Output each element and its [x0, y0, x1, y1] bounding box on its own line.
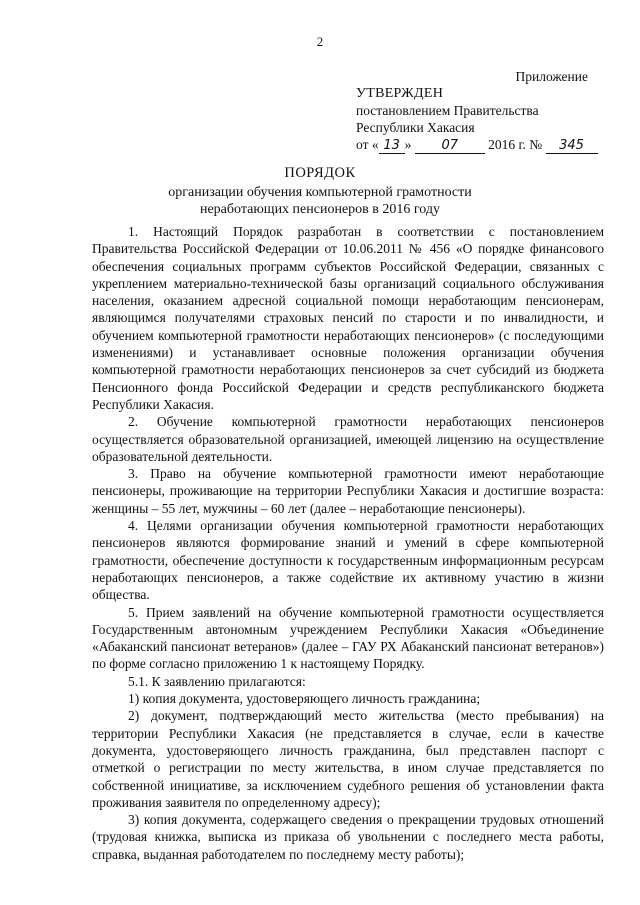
approved-heading: УТВЕРЖДЕН [356, 86, 444, 101]
appendix-label: Приложение [515, 69, 588, 84]
document-body [92, 223, 604, 863]
approval-date-line [356, 136, 606, 154]
handwritten-month: 07 [415, 139, 485, 154]
document-title-block [0, 165, 640, 218]
page-number: 2 [316, 34, 324, 49]
date-prefix: от « [356, 137, 379, 152]
paragraph: 3. Право на обучение компьютерной грамотности имеют неработающие пенсионеры, проживающие на территории Республики Хакасия и достигшие возраста: женщины – 55 лет, мужчины – 60 лет (далее – неработающие пенсионеры). [92, 466, 604, 516]
document-subtitle-line-2: неработающих пенсионеров в 2016 году [199, 202, 441, 217]
paragraph: 5.1. К заявлению прилагаются: [128, 673, 306, 689]
paragraph: 5. Прием заявлений на обучение компьютерной грамотности осуществляется Государственным автономным учреждением Республики Хакасия «Объединение «Абаканский пансионат ветеранов» (далее – ГАУ РХ Абаканский пансионат ветеранов») по форме согласно приложению 1 к настоящему Порядку. [92, 604, 604, 672]
paragraph: 1) копия документа, удостоверяющего личность гражданина; [128, 691, 481, 707]
date-mid: » [404, 137, 412, 152]
document-subtitle-line-1: организации обучения компьютерной грамотности [168, 185, 472, 200]
paragraph: 1. Настоящий Порядок разработан в соответствии с постановлением Правительства Российской Федерации от 10.06.2011 № 456 «О порядке финансового обеспечения социальных программ субъектов Российской Федерации, связанных с укреплением материально-технической базы организаций социального обслуживания населения, оказанием адресной социальной помощи неработающим пенсионерам, являющимся получателями страховых пенсий по старости и по инвалидности, и обучением компьютерной грамотности неработающих пенсионеров» (с последующими изменениями) и устанавливает основные положения организации обучения компьютерной грамотности неработающих пенсионеров за счет субсидий из бюджета Пенсионного фонда Российской Федерации и средств республиканского бюджета Республики Хакасия. [92, 224, 604, 412]
paragraph: 4. Целями организации обучения компьютерной грамотности неработающих пенсионеров являются формирование знаний и умений в сфере компьютерной грамотности, обеспечение доступности к государственным информационным ресурсам неработающих пенсионеров, а также содействие их активному участию в жизни общества. [92, 518, 604, 603]
paragraph: 3) копия документа, содержащего сведения о прекращении трудовых отношений (трудовая книжка, выписка из приказа об увольнении с последнего места работы, справка, выданная работодателем по последнему месту работы); [92, 812, 604, 862]
date-year: 2016 г. № [488, 137, 543, 152]
document-title: ПОРЯДОК [284, 165, 356, 181]
approval-line-1: постановлением Правительства [356, 103, 539, 118]
paragraph: 2. Обучение компьютерной грамотности неработающих пенсионеров осуществляется образовательной организацией, имеющей лицензию на осуществление образовательной деятельности. [92, 414, 604, 464]
handwritten-number: 345 [546, 139, 598, 154]
approval-line-2: Республики Хакасия [356, 120, 475, 135]
handwritten-day: 13 [379, 139, 405, 154]
paragraph: 2) документ, подтверждающий место жительства (место пребывания) на территории Республики Хакасия (не представляется в случае, если в качестве документа, удостоверяющего личность гражданина, был представлен паспорт с отметкой о регистрации по месту жительства, в ином случае представляется по собственной инициативе, за исключением судебного решения об установлении факта проживания заявителя по определенному адресу); [92, 708, 604, 810]
approval-block [356, 68, 606, 154]
